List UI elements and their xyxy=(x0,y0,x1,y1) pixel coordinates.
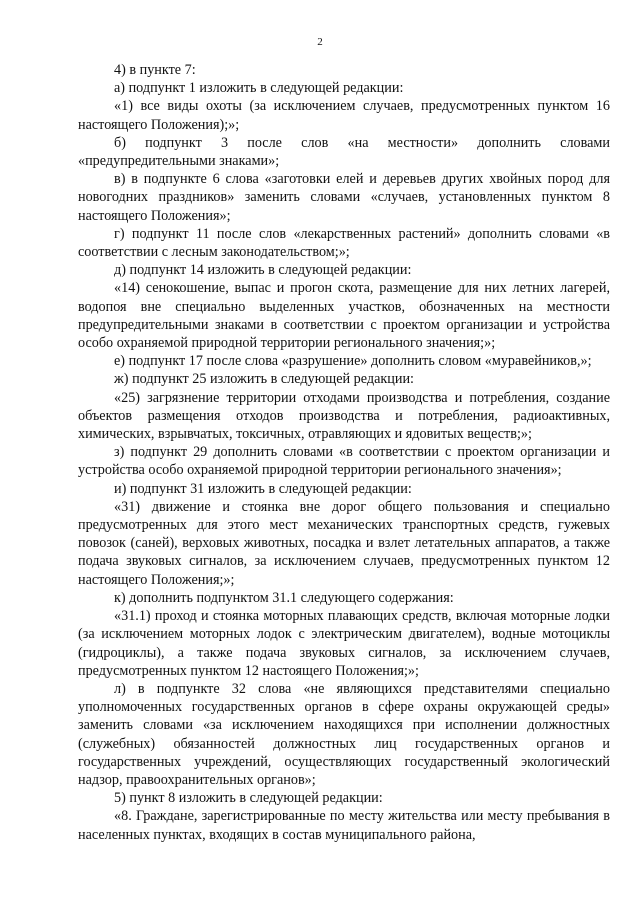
paragraph-2: а) подпункт 1 изложить в следующей редакции: xyxy=(114,80,404,97)
paragraph-5: в) в подпункте 6 слова «заготовки елей и деревьев других хвойных пород для новогодних праздников» заменить словами «случаев, установленных пунктом 8 настоящего Положения»; xyxy=(78,171,610,224)
paragraph-11: «25) загрязнение территории отходами производства и потребления, создание объектов размещения отходов производства и потребления, радиоактивных, химических, взрывчатых, токсичных, отравляющих и ядовитых веществ;»; xyxy=(78,389,610,443)
paragraph-19: «8. Граждане, зарегистрированные по месту жительства или месту пребывания в населенных пунктах, входящих в состав муниципального района, xyxy=(78,808,610,843)
page-number: 2 xyxy=(317,36,323,48)
paragraph-9: е) подпункт 17 после слова «разрушение» дополнить словом «муравейников,»; xyxy=(114,353,592,370)
document-body xyxy=(78,61,610,844)
paragraph-4: б) подпункт 3 после слов «на местности» дополнить словами «предупредительными знаками»; xyxy=(78,134,610,170)
paragraph-10: ж) подпункт 25 изложить в следующей редакции: xyxy=(114,371,415,388)
paragraph-1: 4) в пункте 7: xyxy=(114,62,196,78)
paragraph-15: к) дополнить подпунктом 31.1 следующего содержания: xyxy=(114,589,454,606)
paragraph-14: «31) движение и стоянка вне дорог общего пользования и специально предусмотренных для этого мест механических транспортных средств, гужевых повозок (саней), верховых животных, посадка и взлет летательных аппаратов, а также подача звуковых сигналов, за исключением случаев, предусмотренных пунктом 12 настоящего Положения;»; xyxy=(78,498,610,588)
paragraph-7: д) подпункт 14 изложить в следующей редакции: xyxy=(114,262,412,279)
paragraph-13: и) подпункт 31 изложить в следующей редакции: xyxy=(114,480,412,497)
paragraph-6: г) подпункт 11 после слов «лекарственных растений» дополнить словами «в соответствии с лесным законодательством;»; xyxy=(78,225,610,261)
paragraph-18: 5) пункт 8 изложить в следующей редакции: xyxy=(114,790,383,807)
paragraph-8: «14) сенокошение, выпас и прогон скота, размещение для них летних лагерей, водопоя вне специально выделенных участков, обозначенных на местности предупредительными знаками в соответствии с проектом организации и устройства особо охраняемой природной территории регионального значения;»; xyxy=(78,280,610,352)
paragraph-17: л) в подпункте 32 слова «не являющихся представителями специально уполномоченных государственных органов в сфере охраны окружающей среды» заменить словами «за исключением находящихся при исполнении должностных (служебных) обязанностей должностных лиц государственных органов и государственных учреждений, осуществляющих государственный экологический надзор, правоохранительных органов»; xyxy=(78,680,610,788)
paragraph-12: з) подпункт 29 дополнить словами «в соответствии с проектом организации и устройства особо охраняемой природной территории регионального значения»; xyxy=(78,444,610,479)
paragraph-3: «1) все виды охоты (за исключением случаев, предусмотренных пунктом 16 настоящего Положения);»; xyxy=(78,98,610,133)
paragraph-16: «31.1) проход и стоянка моторных плавающих средств, включая моторные лодки (за исключением моторных лодок с электрическим двигателем), водные мотоциклы (гидроциклы), а также подача звуковых сигналов, за исключением случаев, предусмотренных пунктом 12 настоящего Положения;»; xyxy=(78,608,610,679)
